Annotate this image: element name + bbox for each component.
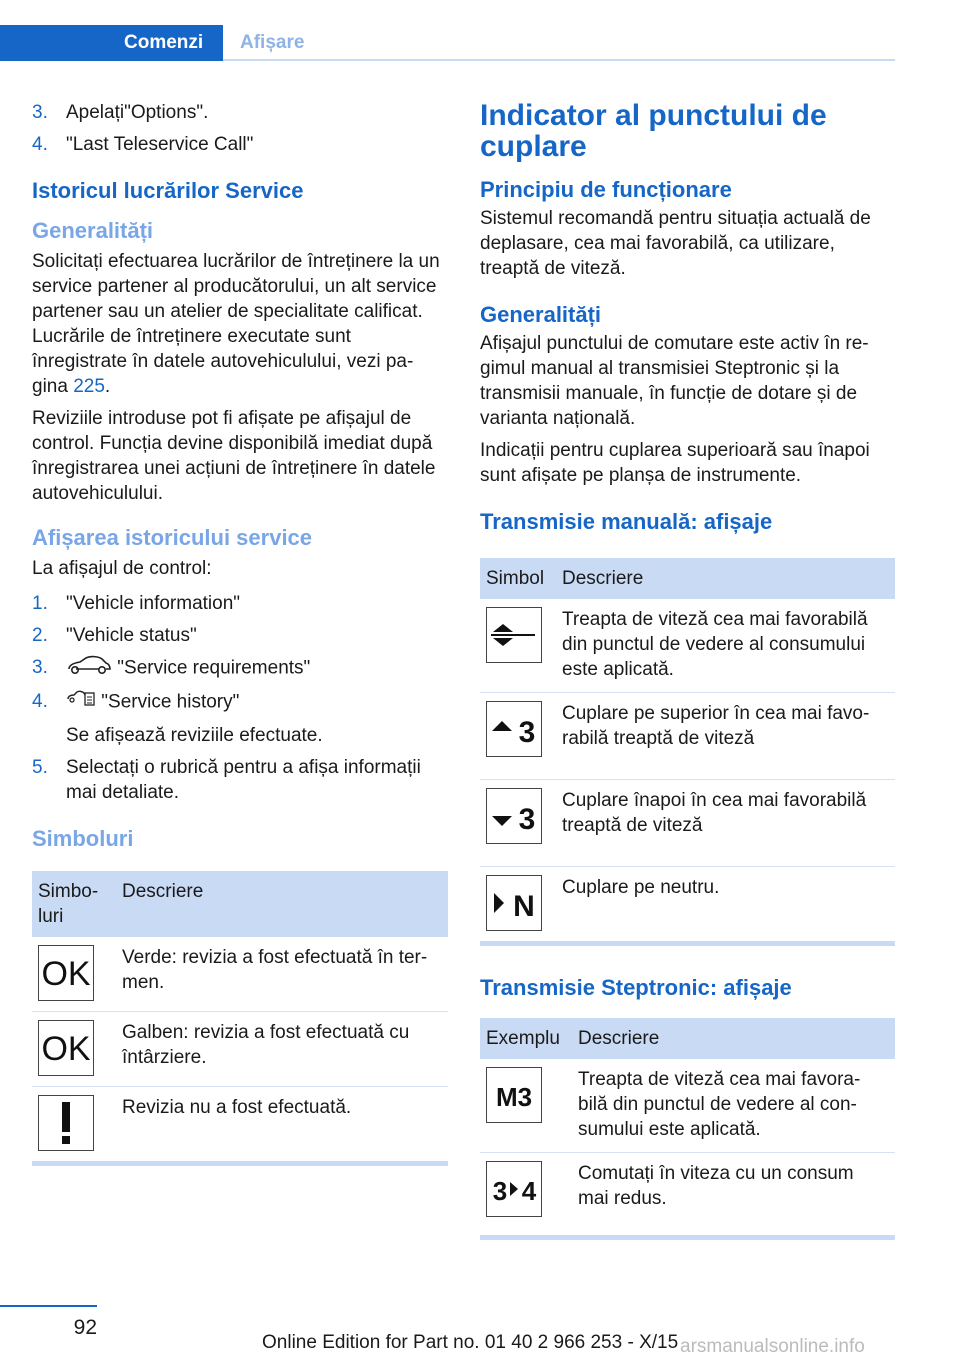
table-row: Treapta de viteză cea mai favorabilă din punctul de vedere al consumului este aplicată.: [480, 599, 895, 693]
list-item: 4. "Service history" Se afișează reviziile efectuate.: [32, 691, 323, 746]
table-row: M3 Treapta de viteză cea mai favora‐bilă din punctul de vedere al con‐sumului este aplicată.: [480, 1059, 895, 1153]
heading-display-history: Afișarea istoricului service: [32, 525, 313, 550]
neutral-icon: [486, 875, 542, 931]
watermark: arsmanualsonline.info: [680, 1336, 865, 1357]
list-item: 2. "Vehicle status": [32, 625, 197, 646]
svg-text:4: 4: [521, 1176, 537, 1206]
list-item: 1. "Vehicle information": [32, 593, 241, 614]
heading-principle: Principiu de funcționare: [480, 177, 732, 202]
paragraph-general-2: Indicații pentru cuplarea superioară sau înapoi sunt afișate pe planșa de instrumente.: [480, 440, 870, 486]
svg-text:N: N: [513, 890, 535, 921]
optimal-gear-icon: [486, 607, 542, 663]
svg-text:3: 3: [518, 803, 536, 834]
left-column: [32, 100, 448, 1166]
svg-text:3: 3: [492, 1176, 508, 1206]
ok-green-icon: [38, 945, 94, 1001]
symbols-table: [32, 871, 448, 1166]
service-history-icon: [66, 689, 96, 716]
ok-yellow-icon: [38, 1020, 94, 1076]
heading-steptronic: Transmisie Steptronic: afișaje: [480, 975, 792, 1000]
steptronic-table: [480, 1018, 895, 1240]
page-link[interactable]: 225: [73, 376, 105, 397]
paragraph-general-1: Afișajul punctului de comutare este activ în re‐gimul manual al transmisiei Steptronic și la transmisii manuale, în funcție de dotare și de varianta națională.: [480, 333, 869, 429]
car-icon: [66, 655, 112, 682]
manual-table: [480, 558, 895, 946]
svg-text:M3: M3: [495, 1082, 533, 1112]
table-row: OK Verde: revizia a fost efectuată în ter‐men.: [32, 937, 448, 1012]
table-header: Exemplu Descriere: [480, 1018, 895, 1059]
paragraph-service-info: Solicitați efectuarea lucrărilor de întreținere la un service partener al producătorului, un alt service partener sau un atelier de specialitate calificat. Lucrările de întreținere executate sunt înregistrate în datele autovehiculului, vezi pa‐gina 225.: [32, 251, 440, 397]
tab-afisare[interactable]: Afișare: [240, 32, 305, 53]
paragraph-principle: Sistemul recomandă pentru situația actuală de deplasare, cea mai favorabilă, ca utilizare, treaptă de viteză.: [480, 208, 871, 279]
table-header: Simbol Descriere: [480, 558, 895, 599]
paragraph-revisions: Reviziile introduse pot fi afișate pe afișajul de control. Funcția devine disponibilă imediat după înregistrarea unei acțiuni de întreținere în datele autovehiculului.: [32, 408, 436, 504]
m3-icon: [486, 1067, 542, 1123]
steps-list-top: [32, 100, 448, 157]
section-title: Indicator al punctului de cuplare: [480, 99, 827, 163]
table-row: 3 4 Comutați în viteza cu un consum mai redus.: [480, 1153, 895, 1238]
shift-3-4-icon: [486, 1161, 542, 1217]
table-row: 3 Cuplare înapoi în cea mai favorabilă treaptă de viteză: [480, 780, 895, 867]
table-row: Revizia nu a fost efectuată.: [32, 1087, 448, 1164]
paragraph-control-display: La afișajul de control:: [32, 558, 212, 579]
upshift-3-icon: [486, 701, 542, 757]
list-item: 3. Apelați"Options".: [32, 102, 209, 123]
svg-text:3: 3: [518, 716, 536, 747]
table-header: Simbo‐luri Descriere: [32, 871, 448, 937]
list-item: 5. Selectați o rubrică pentru a afișa informații mai detaliate.: [32, 757, 421, 803]
svg-text:OK: OK: [41, 1030, 91, 1066]
right-column: [480, 100, 895, 1240]
steps-list: [32, 591, 448, 805]
heading-general-right: Generalități: [480, 302, 602, 327]
heading-general: Generalități: [32, 218, 154, 243]
downshift-3-icon: [486, 788, 542, 844]
exclamation-icon: [38, 1095, 94, 1151]
table-row: N Cuplare pe neutru.: [480, 867, 895, 944]
table-row: 3 Cuplare pe superior în cea mai favo‐rabilă treaptă de viteză: [480, 693, 895, 780]
tab-comenzi[interactable]: Comenzi: [0, 25, 223, 61]
svg-text:OK: OK: [41, 955, 91, 991]
list-item: 3. "Service requirements": [32, 655, 448, 682]
edition-text: Online Edition for Part no. 01 40 2 966 253 - X/15: [262, 1332, 679, 1353]
footer-divider: [0, 1305, 97, 1307]
list-item: 4. "Last Teleservice Call": [32, 134, 254, 155]
page-number: 92: [73, 1316, 97, 1339]
heading-symbols: Simboluri: [32, 826, 134, 851]
heading-service-history: Istoricul lucrărilor Service: [32, 178, 304, 203]
table-row: OK Galben: revizia a fost efectuată cu întârziere.: [32, 1012, 448, 1087]
heading-manual: Transmisie manuală: afișaje: [480, 509, 773, 534]
header-tabs: [0, 25, 895, 61]
